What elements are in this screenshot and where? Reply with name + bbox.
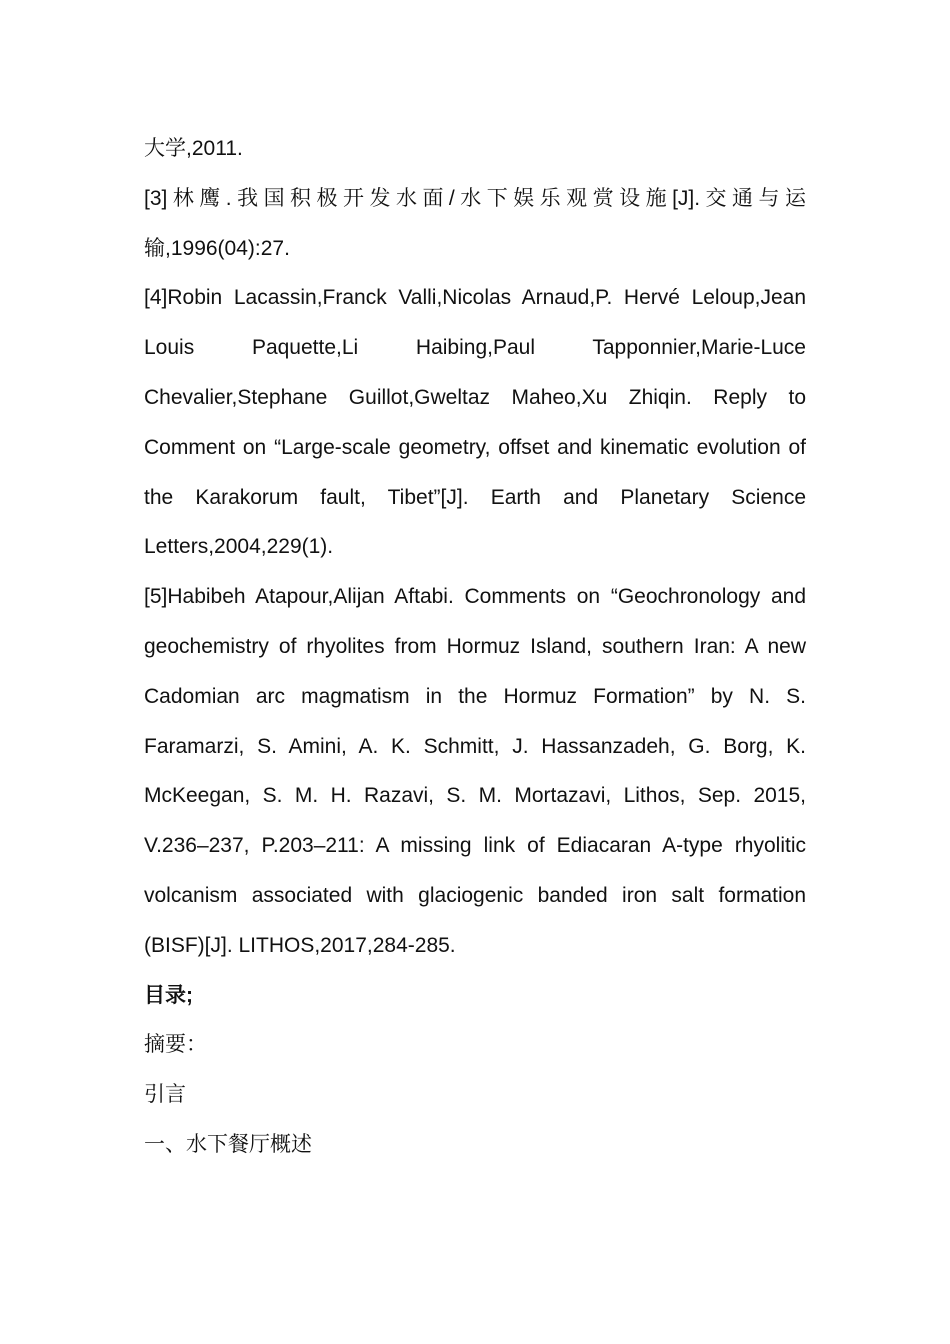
reference-continuation: 大学,2011.	[144, 137, 243, 160]
toc-item-section-1: 一、水下餐厅概述	[144, 1131, 312, 1156]
toc-heading: 目录;	[144, 983, 193, 1007]
reference-4: [4]Robin Lacassin,Franck Valli,Nicolas Arnaud,P. Hervé Leloup,Jean Louis Paquette,Li Haibing,Paul Tapponnier,Marie-Luce Chevalier,Stephane Guillot,Gweltaz Maheo,Xu Zhiqin. Reply to Comment on “Large-scale geometry, offset and kinematic evolution of the Karakorum fault, Tibet”[J]. Earth and Planetary Science Letters,2004,229(1).	[144, 286, 806, 559]
toc-item-introduction: 引言	[144, 1082, 186, 1107]
reference-3: [3]林鹰.我国积极开发水面/水下娱乐观赏设施[J].交通与运输,1996(04):27.	[144, 186, 806, 260]
document-page	[144, 124, 806, 1170]
reference-5: [5]Habibeh Atapour,Alijan Aftabi. Comments on “Geochronology and geochemistry of rhyolites from Hormuz Island, southern Iran: A new Cadomian arc magmatism in the Hormuz Formation” by N. S. Faramarzi, S. Amini, A. K. Schmitt, J. Hassanzadeh, G. Borg, K. McKeegan, S. M. H. Razavi, S. M. Mortazavi, Lithos, Sep. 2015, V.236–237, P.203–211: A missing link of Ediacaran A-type rhyolitic volcanism associated with glaciogenic banded iron salt formation (BISF)[J]. LITHOS,2017,284-285.	[144, 585, 806, 957]
toc-item-abstract: 摘要：	[144, 1032, 207, 1057]
